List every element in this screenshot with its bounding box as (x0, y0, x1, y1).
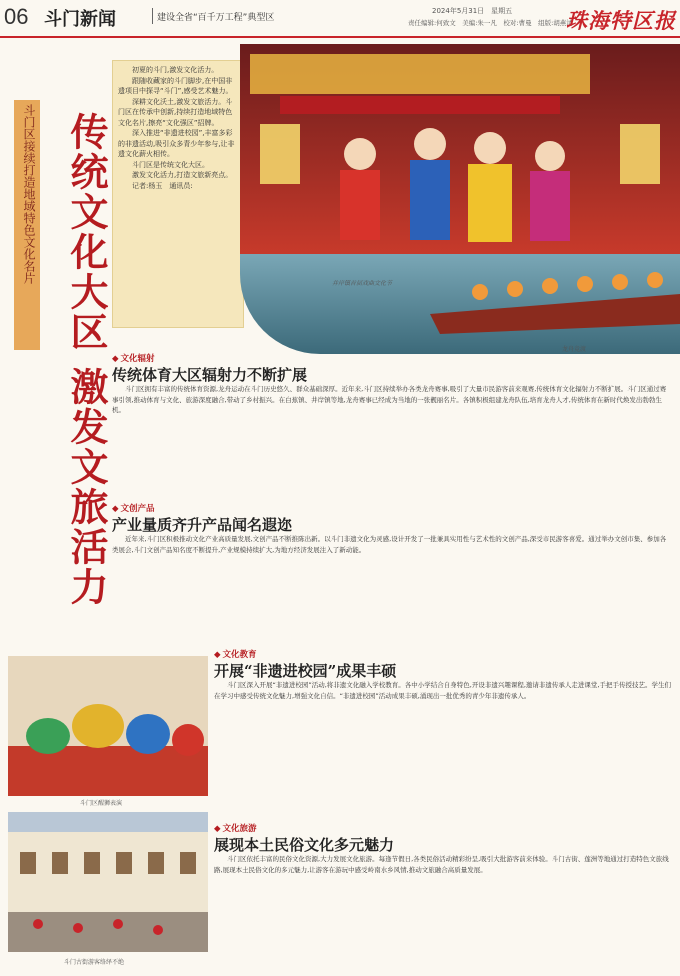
lead-title: 传统文化大区 激发文旅活力 (64, 112, 109, 608)
article-body (214, 680, 672, 816)
article-title: 产业量质齐升产品闻名遐迩 (112, 516, 293, 534)
article-title: 传统体育大区辐射力不断扩展 (112, 366, 308, 384)
opera-festival-photo (240, 44, 680, 354)
old-street-photo (8, 812, 208, 952)
section-title: 斗门新闻 (44, 9, 116, 30)
newspaper-logo: 珠海特区报 (566, 8, 676, 33)
intro-box (112, 60, 244, 328)
section-tag: ◆ 文化辐射 (112, 352, 155, 364)
lion-dance-photo (8, 656, 208, 796)
photo-caption: 井岸镇首届戏曲文化节 (332, 280, 393, 287)
intro-paragraph: 深耕文化沃土,激发文旅活力。斗门区在传承中创新,持续打造地域特色文化名片,擦亮“文化强区”招牌。 (118, 97, 233, 127)
section-tag: ◆ 文化教育 (214, 648, 257, 660)
intro-paragraph: 初夏的斗门,激发文化活力。 (132, 66, 219, 74)
intro-paragraph: 激发文化活力,打造文旅新亮点。 (132, 171, 233, 179)
divider (152, 8, 153, 24)
intro-paragraph: 斗门区是传统文化大区。 (132, 160, 209, 169)
page-header (0, 0, 680, 38)
staff-credits: 责任编辑:何致文 美编:朱一凡 校对:曹曼 组版:胡燕清 (408, 19, 573, 27)
lead-subtitle: 斗门区接续打造地域特色文化名片 (22, 104, 36, 284)
section-tag: ◆ 文创产品 (112, 502, 155, 514)
article-text: 斗门区依托丰富的民俗文化资源,大力发展文化旅游。每逢节假日,各类民俗活动精彩纷呈,吸引大批游客前来体验。斗门古街、莲洲等地通过打造特色文旅线路,展现本土民俗文化的多元魅力,让游客在游玩中感受岭南水乡风情,推动文旅融合高质量发展。 (214, 855, 669, 874)
intro-paragraph: 深入推进“非遗进校园”,丰富多彩的非遗活动,吸引众多青少年参与,让非遗文化薪火相传。 (118, 129, 235, 158)
article-body (112, 534, 672, 638)
article-body (112, 384, 672, 500)
issue-date: 2024年5月31日 星期五 (432, 7, 513, 15)
article-title: 开展“非遗进校园”成果丰硕 (214, 662, 397, 680)
article-text: 斗门区拥有丰富的传统体育资源,龙舟运动在斗门历史悠久、群众基础深厚。近年来,斗门区持续举办各类龙舟赛事,吸引了大量市民游客前来观赛,传统体育文化辐射力不断扩展。斗门区通过赛事引领,推动体育与文化、旅游深度融合,带动了乡村振兴。在白蕉镇、井岸镇等地,龙舟赛事已经成为当地的一张靓丽名片。各镇积极组建龙舟队伍,培育龙舟人才,传统体育在新时代焕发出勃勃生机。 (112, 385, 667, 414)
article-text: 近年来,斗门区积极推动文化产业高质量发展,文创产品不断推陈出新。以斗门非遗文化为灵感,设计开发了一批兼具实用性与艺术性的文创产品,深受市民游客喜爱。通过举办文创市集、参加各类展会,斗门文创产品知名度不断提升,产业规模持续扩大,为地方经济发展注入了新动能。 (112, 535, 667, 554)
intro-paragraph: 跟随收藏家的斗门脚步,在中国非遗项目中探寻“斗门”,感受艺术魅力。 (118, 76, 233, 95)
article-body (214, 854, 672, 970)
photo-caption: 斗门区醒狮表演 (80, 800, 123, 807)
intro-byline: 记者:杨玉 通讯员: (132, 181, 200, 190)
article-text: 斗门区深入开展“非遗进校园”活动,将非遗文化融入学校教育。各中小学结合自身特色,开设非遗兴趣课程,邀请非遗传承人走进课堂,手把手传授技艺。学生们在学习中感受传统文化魅力,增强文化自信。“非遗进校园”活动成果丰硕,涌现出一批优秀的青少年非遗传承人。 (214, 681, 671, 700)
photo-caption: 龙舟竞渡 (562, 346, 587, 353)
article-title: 展现本土民俗文化多元魅力 (214, 836, 395, 854)
section-tag: ◆ 文化旅游 (214, 822, 257, 834)
page-number: 06 (4, 4, 29, 29)
photo-caption: 斗门古街游客络绎不绝 (64, 959, 125, 966)
section-subtitle: 建设全省“百千万工程”典型区 (157, 13, 275, 23)
